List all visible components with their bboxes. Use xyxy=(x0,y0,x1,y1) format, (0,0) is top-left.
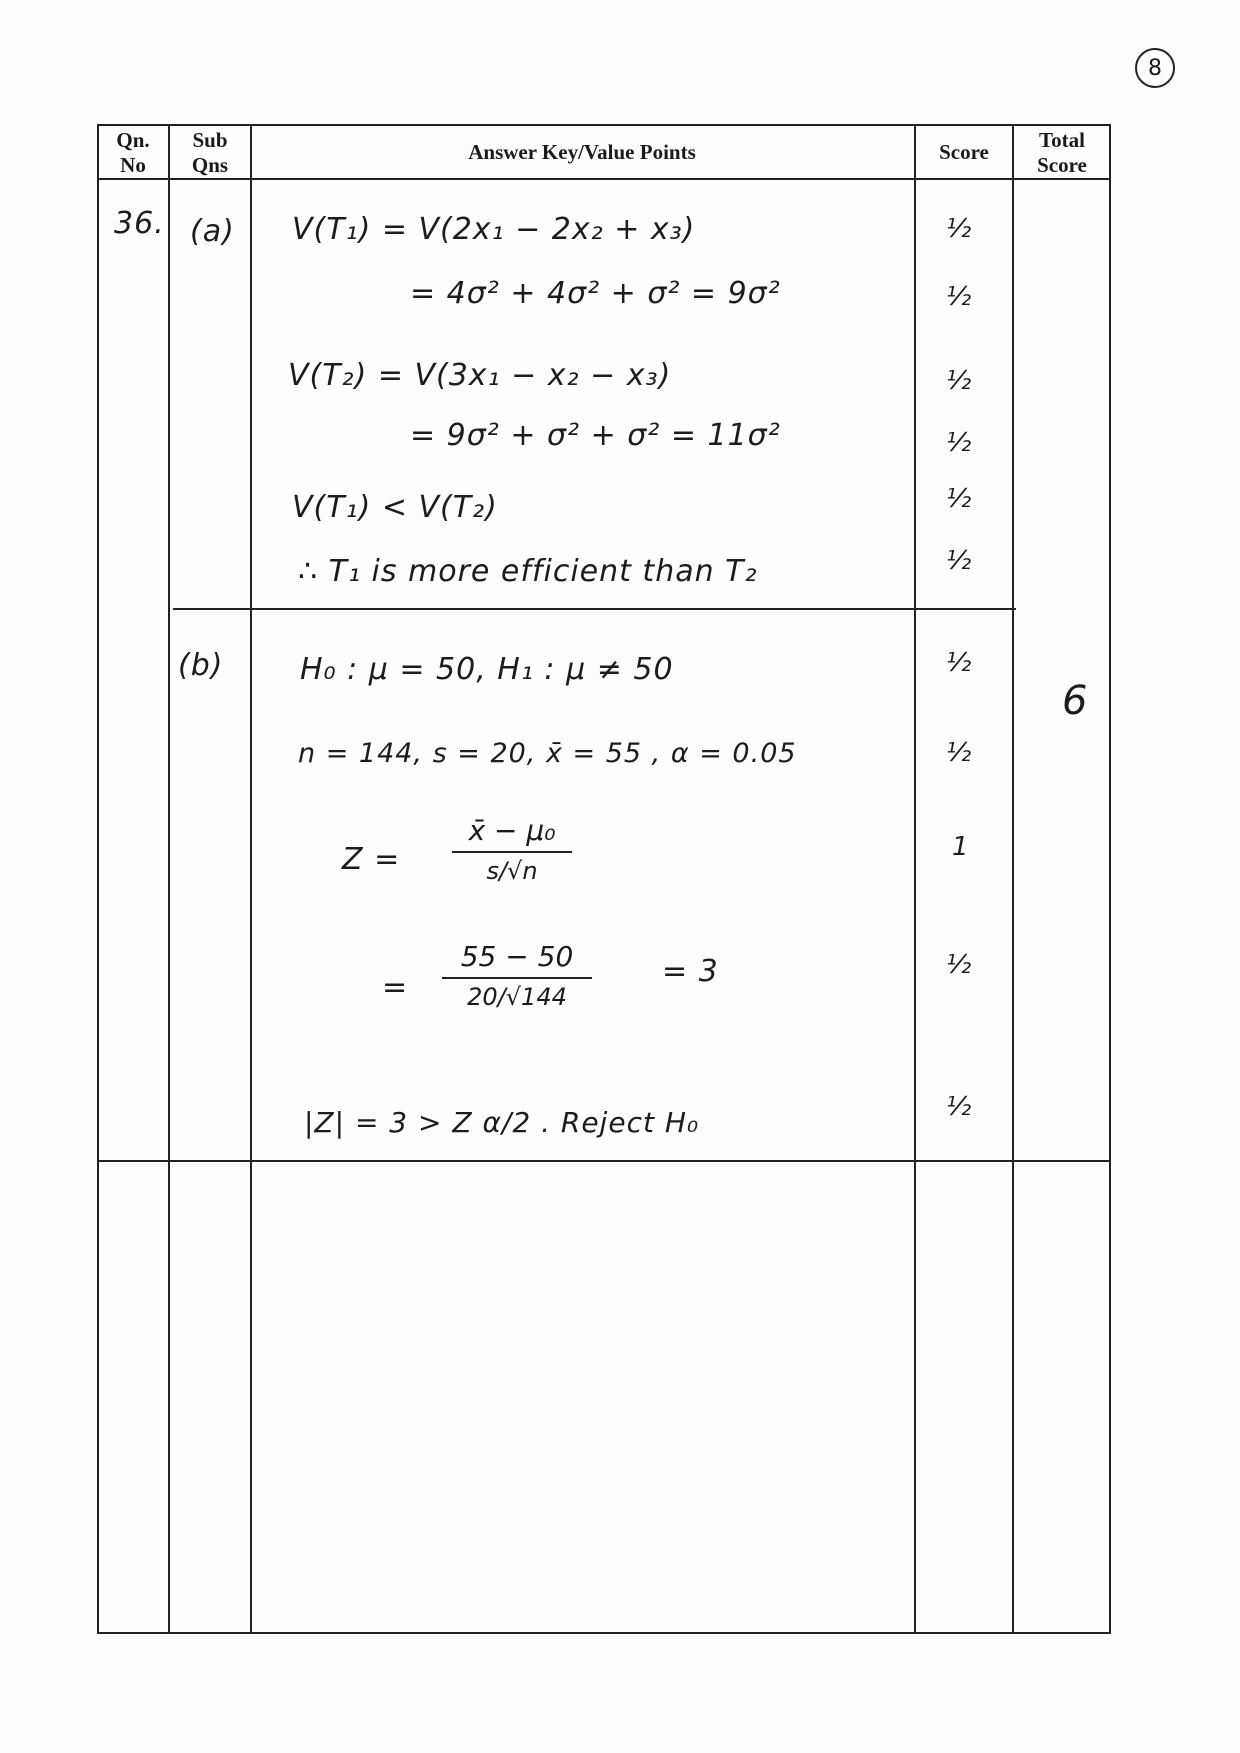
z-formula-fraction xyxy=(452,814,572,885)
col-divider-4 xyxy=(1012,124,1014,1634)
hypotheses-line: H₀ : μ = 50, H₁ : μ ≠ 50 xyxy=(300,652,674,687)
conclusion-line: |Z| = 3 > Z α/2 . Reject H₀ xyxy=(304,1106,700,1139)
answer-line: = 9σ² + σ² + σ² = 11σ² xyxy=(410,418,781,453)
z-formula-lhs: Z = xyxy=(342,842,401,877)
line-score: ½ xyxy=(946,648,973,678)
line-score: ½ xyxy=(946,282,973,312)
line-score: ½ xyxy=(946,484,973,514)
answer-line: V(T₂) = V(3x₁ − x₂ − x₃) xyxy=(288,358,672,393)
header-score: Score xyxy=(939,140,989,164)
answer-line: = 4σ² + 4σ² + σ² = 9σ² xyxy=(410,276,781,311)
header-sub-qns: Sub Qns xyxy=(191,128,229,178)
substitution-denominator: 20/√144 xyxy=(467,983,567,1011)
col-divider-3 xyxy=(914,124,916,1634)
substitution-numerator: 55 − 50 xyxy=(442,940,592,979)
page-number: 8 xyxy=(1135,48,1175,88)
substitution-equals: = xyxy=(382,970,409,1005)
substitution-result: = 3 xyxy=(662,954,719,989)
question-number: 36. xyxy=(114,206,165,241)
z-formula-denominator: s/√n xyxy=(486,857,538,885)
header-answer-key: Answer Key/Value Points xyxy=(468,140,696,164)
total-score-value: 6 xyxy=(1062,678,1089,724)
answer-line: ∴ T₁ is more efficient than T₂ xyxy=(298,554,758,589)
answer-line: V(T₁) = V(2x₁ − 2x₂ + x₃) xyxy=(292,212,696,247)
line-score: ½ xyxy=(946,214,973,244)
line-score: ½ xyxy=(946,1092,973,1122)
header-total-score: Total Score xyxy=(1037,128,1087,178)
col-divider-2 xyxy=(250,124,252,1634)
header-qn-no: Qn. No xyxy=(116,128,150,178)
substitution-fraction xyxy=(442,940,592,1011)
line-score: 1 xyxy=(952,832,970,862)
sub-label-b: (b) xyxy=(178,648,224,683)
sub-label-a: (a) xyxy=(190,214,235,249)
answer-line: V(T₁) < V(T₂) xyxy=(292,490,498,525)
line-score: ½ xyxy=(946,428,973,458)
z-formula-numerator: x̄ − μ₀ xyxy=(452,814,572,853)
part-divider xyxy=(173,608,1016,610)
col-divider-1 xyxy=(168,124,170,1634)
given-values-line: n = 144, s = 20, x̄ = 55 , α = 0.05 xyxy=(298,738,797,769)
line-score: ½ xyxy=(946,546,973,576)
line-score: ½ xyxy=(946,950,973,980)
line-score: ½ xyxy=(946,366,973,396)
line-score: ½ xyxy=(946,738,973,768)
